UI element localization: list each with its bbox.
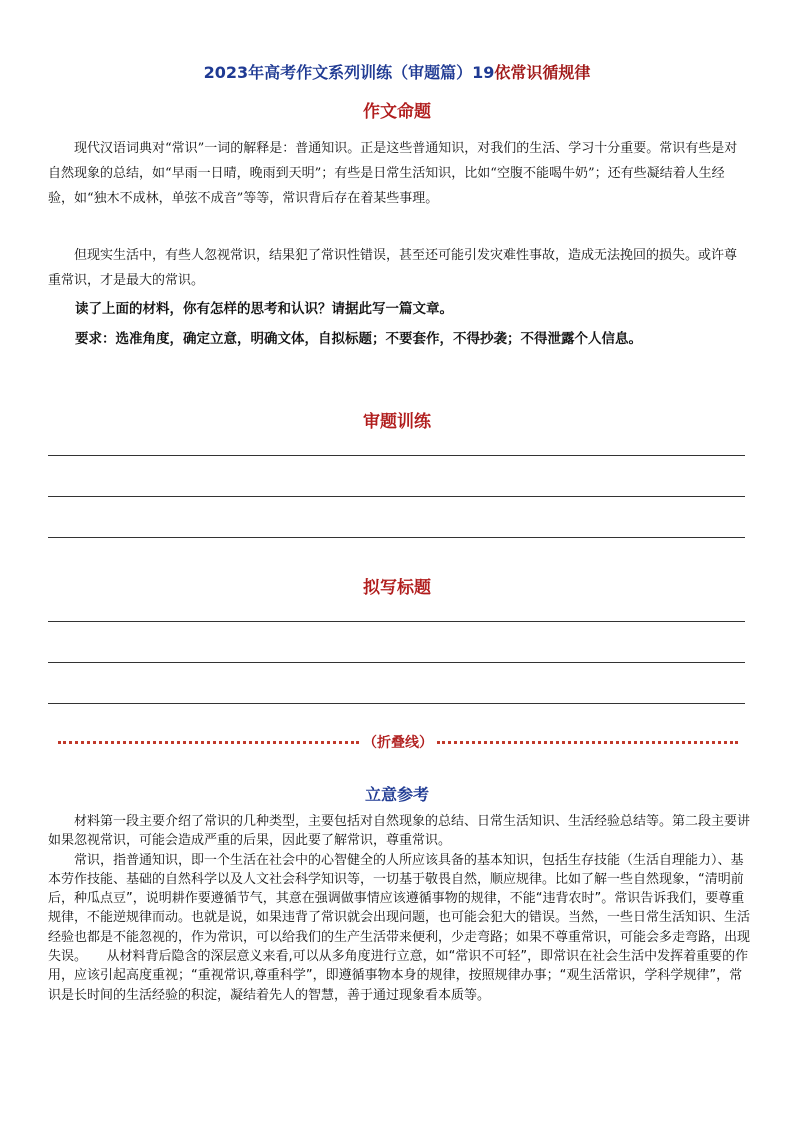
document-title xyxy=(0,60,794,83)
writing-line xyxy=(48,496,745,497)
title-heading: 拟写标题 xyxy=(363,578,431,598)
review-heading: 审题训练 xyxy=(363,412,431,432)
prompt-heading: 作文命题 xyxy=(363,102,431,122)
prompt-requirements: 要求：选准角度，确定立意，明确文体，自拟标题；不要套作，不得抄袭；不得泄露个人信息。 xyxy=(75,331,642,347)
fold-line-dots-right xyxy=(437,741,738,744)
reference-paragraph-2: 常识，指普通知识，即一个生活在社会中的心智健全的人所应该具备的基本知识，包括生存技能（生活自理能力）、基本劳作技能、基础的自然科学以及人文社会科学知识等，一切基于敬畏自然，顺应规律。比如了解一些自然现象，“清明前后，种瓜点豆”，说明耕作要遵循节气，其意在强调做事情应该遵循事物的规律，不能“违背农时”。常识告诉我们，要尊重规律，不能逆规律而动。也就是说，如果违背了常识就会出现问题，也可能会犯大的错误。当然，一些日常生活知识、生活经验也都是不能忽视的，作为常识，可以给我们的生产生活带来便利，少走弯路；如果不尊重常识，可能会多走弯路，出现失误。 从材料背后隐含的深层意义来看,可以从多角度进行立意，如“常识不可轻”，即常识在社会生活中发挥着重要的作用，应该引起高度重视；“重视常识,尊重科学”，即遵循事物本身的规律，按照规律办事；“观生活常识，学科学规律”，常识是长时间的生活经验的积淀，凝结着先人的智慧，善于通过现象看本质等。 xyxy=(48,852,751,1003)
prompt-instruction: 读了上面的材料，你有怎样的思考和认识？请据此写一篇文章。 xyxy=(75,301,453,317)
fold-line-dots-left xyxy=(58,741,359,744)
reference-paragraph-1: 材料第一段主要介绍了常识的几种类型，主要包括对自然现象的总结、日常生活知识、生活经验总结等。第二段主要讲如果忽视常识，可能会造成严重的后果，因此要了解常识，尊重常识。 xyxy=(48,814,751,849)
prompt-paragraph-1: 现代汉语词典对“常识”一词的解释是：普通知识。正是这些普通知识，对我们的生活、学习十分重要。常识有些是对自然现象的总结，如“早雨一日晴，晚雨到天明”；有些是日常生活知识，比如“空腹不能喝牛奶”；还有些凝结着人生经验，如“独木不成林，单弦不成音”等等，常识背后存在着某些事理。 xyxy=(48,141,738,206)
reference-body xyxy=(48,812,750,1005)
fold-line xyxy=(58,732,738,752)
fold-line-label: （折叠线） xyxy=(363,735,433,751)
document-title-topic: 依常识循规律 xyxy=(494,63,591,82)
writing-line xyxy=(48,621,745,622)
writing-line xyxy=(48,537,745,538)
writing-line xyxy=(48,455,745,456)
writing-line xyxy=(48,703,745,704)
prompt-paragraph-2: 但现实生活中，有些人忽视常识，结果犯了常识性错误，甚至还可能引发灾难性事故，造成无法挽回的损失。或许尊重常识，才是最大的常识。 xyxy=(48,248,738,288)
writing-line xyxy=(48,662,745,663)
document-title-series: 2023年高考作文系列训练（审题篇）19 xyxy=(203,63,495,82)
reference-heading: 立意参考 xyxy=(364,785,429,804)
